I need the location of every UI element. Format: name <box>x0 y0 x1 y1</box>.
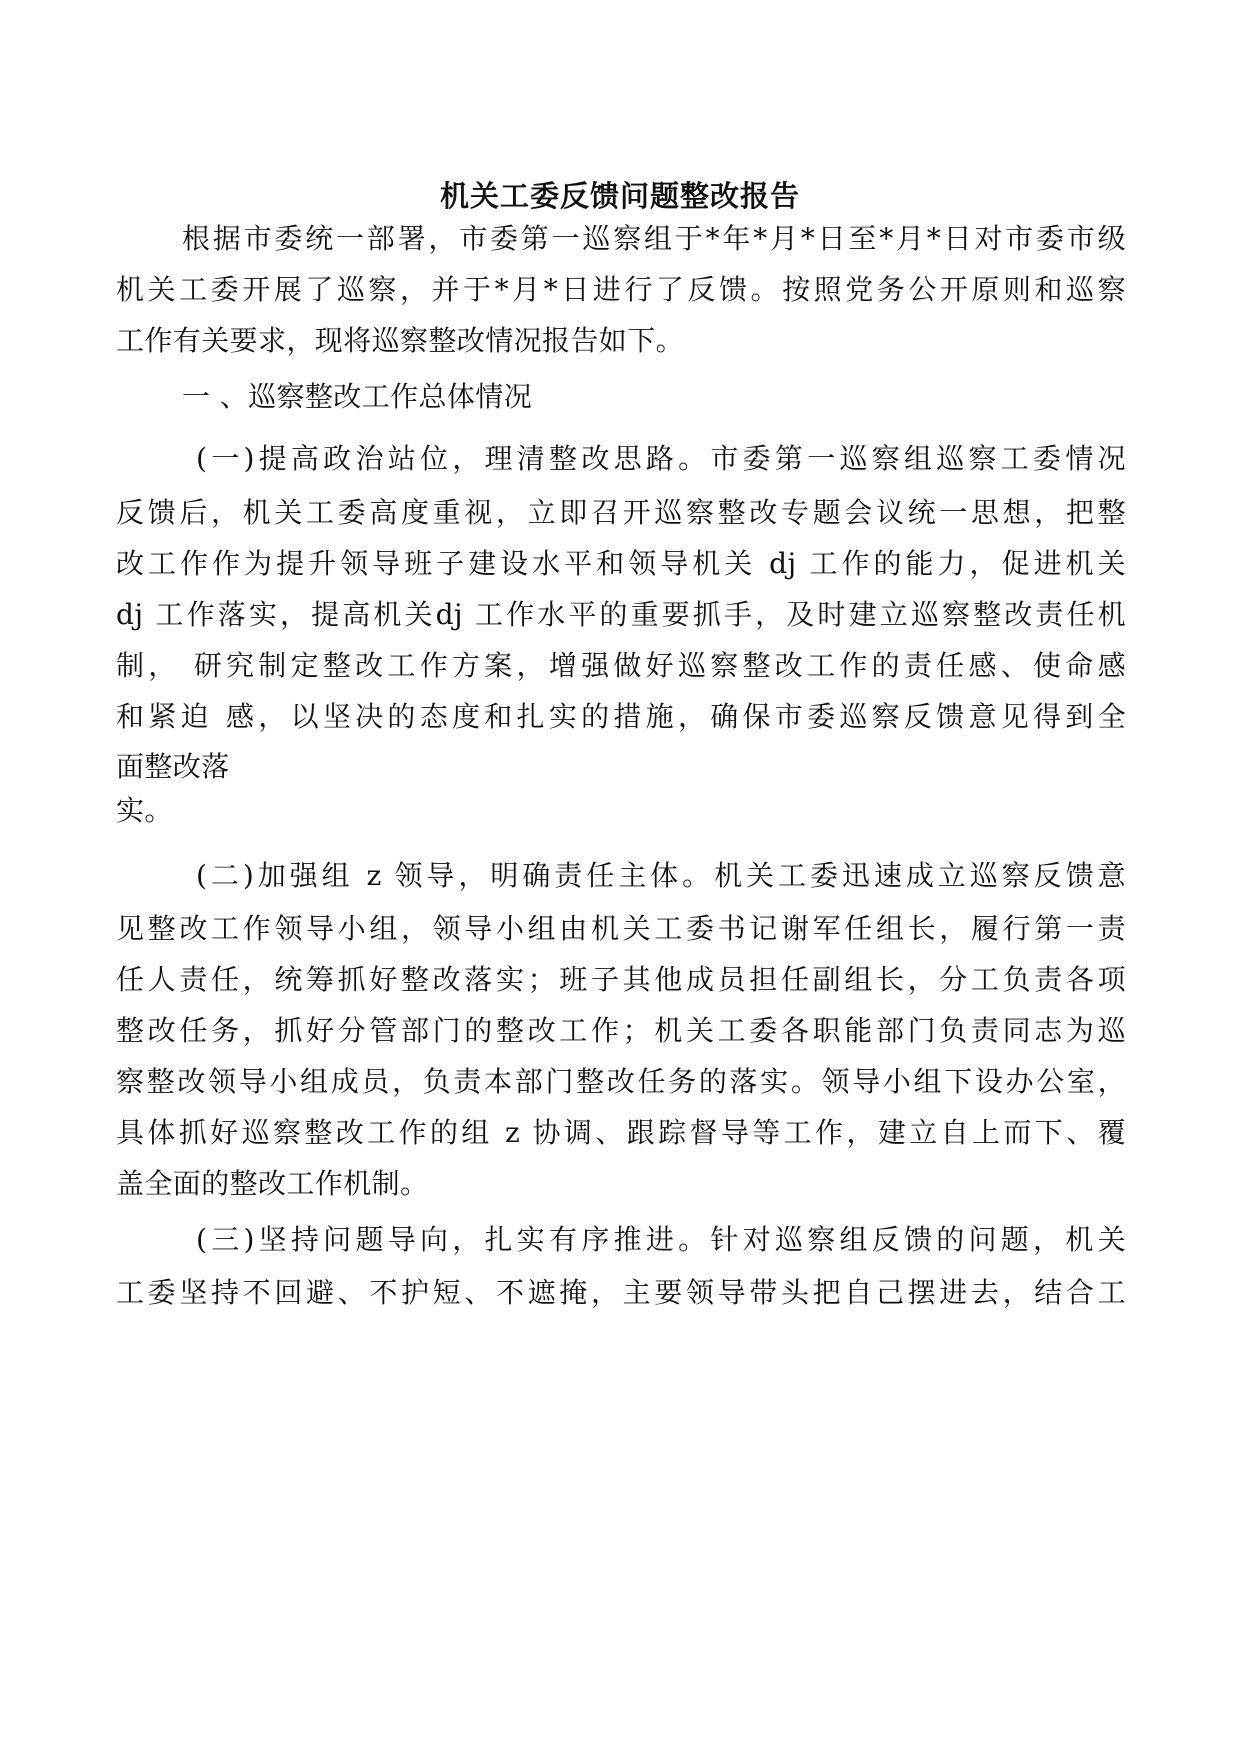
paragraph-line: 实。 <box>116 794 173 827</box>
paragraph-line: 和紧迫 感，以坚决的态度和扎实的措施，确保市委巡察反馈意见得到全 <box>116 700 1126 733</box>
paragraph-line: 改工作作为提升领导班子建设水平和领导机关 dj 工作的能力，促进机关 <box>116 547 1126 580</box>
paragraph-line: 整改任务，抓好分管部门的整改工作；机关工委各职能部门负责同志为巡 <box>116 1014 1126 1047</box>
paragraph-line: 任人责任，统筹抓好整改落实；班子其他成员担任副组长，分工负责各项 <box>116 963 1126 996</box>
paragraph-line: dj 工作落实，提高机关dj 工作水平的重要抓手，及时建立巡察整改责任机 <box>116 598 1126 631</box>
paragraph-line: 反馈后，机关工委高度重视，立即召开巡察整改专题会议统一思想，把整 <box>116 496 1126 529</box>
paragraph-line: 察整改领导小组成员，负责本部门整改任务的落实。领导小组下设办公室， <box>116 1065 1126 1098</box>
paragraph-line: 具体抓好巡察整改工作的组 z 协调、跟踪督导等工作，建立自上而下、覆 <box>116 1116 1126 1149</box>
paragraph-line: 工作有关要求，现将巡察整改情况报告如下。 <box>116 324 685 357</box>
paragraph-line: 制， 研究制定整改工作方案，增强做好巡察整改工作的责任感、使命感 <box>116 649 1126 682</box>
paragraph-line: 盖全面的整改工作机制。 <box>116 1167 429 1200</box>
paragraph-line: (三)坚持问题导向，扎实有序推进。针对巡察组反馈的问题，机关 <box>196 1223 1126 1256</box>
paragraph-line: 根据市委统一部署，市委第一巡察组于*年*月*日至*月*日对市委市级 <box>182 222 1126 255</box>
paragraph-line: (一)提高政治站位，理清整改思路。市委第一巡察组巡察工委情况 <box>196 442 1126 475</box>
document-title: 机关工委反馈问题整改报告 <box>439 179 800 213</box>
paragraph-line: 机关工委开展了巡察，并于*月*日进行了反馈。按照党务公开原则和巡察 <box>116 273 1126 306</box>
paragraph-line: 面整改落 <box>116 750 230 783</box>
paragraph-line: (二)加强组 z 领导，明确责任主体。机关工委迅速成立巡察反馈意 <box>196 859 1126 892</box>
paragraph-line: 见整改工作领导小组，领导小组由机关工委书记谢军任组长，履行第一责 <box>116 912 1126 945</box>
paragraph-line: 工委坚持不回避、不护短、不遮掩，主要领导带头把自己摆进去，结合工 <box>116 1276 1126 1309</box>
section-heading: 一 、巡察整改工作总体情况 <box>182 380 533 413</box>
